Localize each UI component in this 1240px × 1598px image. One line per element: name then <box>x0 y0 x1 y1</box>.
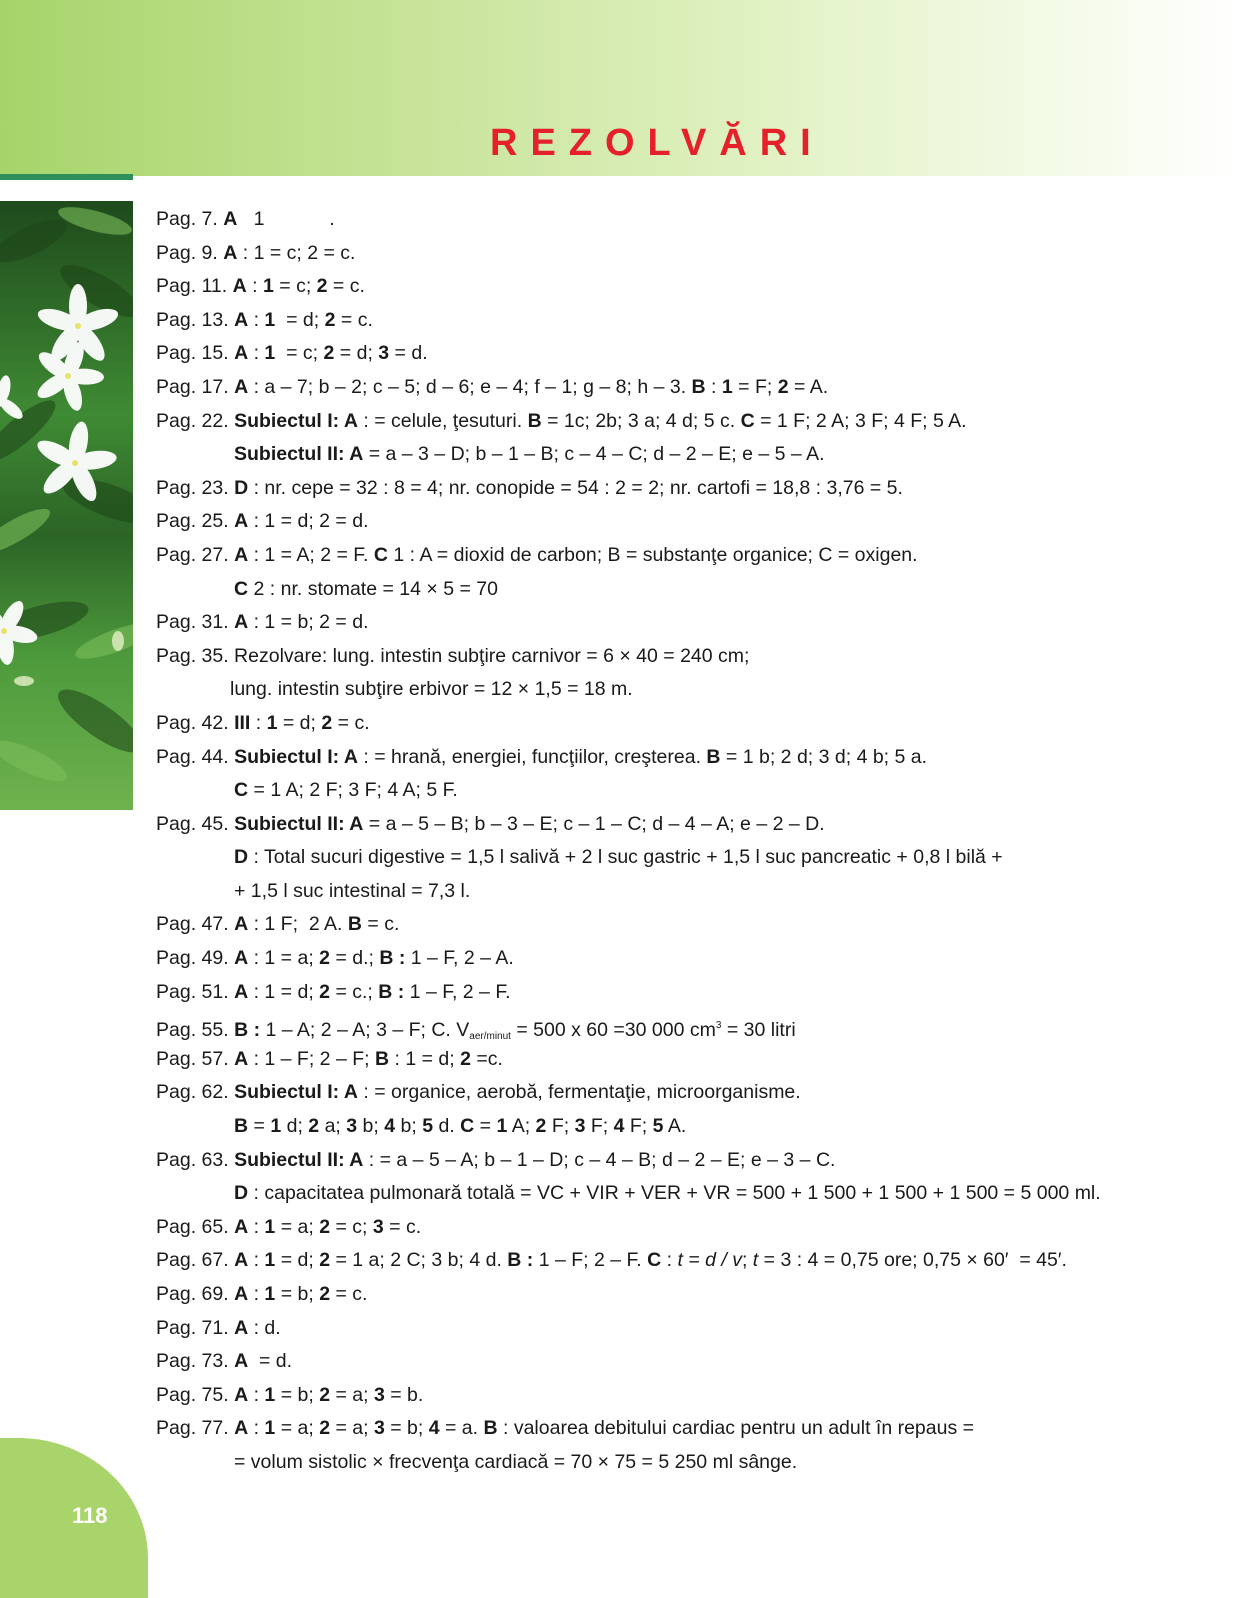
solution-text: : <box>705 375 722 398</box>
solution-text: = 1c; 2b; 3 a; 4 d; 5 c. <box>541 409 741 432</box>
solution-text: Pag. 44. <box>156 745 235 768</box>
solution-text: C <box>647 1249 662 1272</box>
solution-text: Pag. 7. <box>156 208 224 230</box>
solution-text: 2 : nr. stomate = 14 × 5 = 70 <box>248 577 498 600</box>
header-divider <box>0 174 133 180</box>
solution-text: 3 <box>715 1020 722 1032</box>
solution-text: Pag. 57. <box>156 1047 235 1070</box>
solution-text: 3 <box>574 1115 586 1138</box>
solution-text: t = d / v <box>677 1249 742 1272</box>
solution-text: F; <box>624 1115 653 1138</box>
solution-text: : <box>661 1249 678 1272</box>
solution-text: 2 <box>319 980 331 1003</box>
solution-text: 2 <box>324 308 336 331</box>
solution-text: 1 – F, 2 – F. <box>404 980 511 1003</box>
solution-text: : valoarea debitului cardiac pentru un adult în repaus = <box>497 1417 975 1440</box>
solution-text: F; <box>546 1115 575 1138</box>
solution-text: 2 <box>319 1417 331 1440</box>
solution-text: : 1 = b; 2 = d. <box>248 611 369 634</box>
solution-text: : = a – 5 – A; b – 1 – D; c – 4 – B; d – 2 – E; e – 3 – C. <box>363 1148 836 1171</box>
solution-text: Pag. 25. <box>156 510 235 533</box>
solution-text: C <box>740 409 755 432</box>
solution-text: 2 <box>319 1383 331 1406</box>
solution-text: A <box>234 1283 249 1305</box>
solution-text: = a – 3 – D; b – 1 – B; c – 4 – C; d – 2 – E; e – 5 – A. <box>363 443 825 466</box>
solution-line <box>156 405 1216 439</box>
solution-text: Subiectul II: A <box>234 1148 364 1171</box>
solution-text: : = organice, aerobă, fermentaţie, microorganisme. <box>357 1081 801 1104</box>
solution-line <box>156 908 1216 942</box>
solution-text: = <box>248 1115 271 1138</box>
solution-line <box>156 673 1216 707</box>
solution-text: 1 <box>266 711 278 734</box>
solution-text: Pag. 23. <box>156 476 235 499</box>
page-title: REZOLVĂRI <box>490 122 824 164</box>
solution-text: A; <box>507 1115 536 1138</box>
solution-text: Pag. 75. <box>156 1383 235 1406</box>
solution-line <box>156 1009 1216 1043</box>
solution-text: : 1 F; 2 A. <box>248 913 348 936</box>
solution-text: = c. <box>383 1215 422 1238</box>
solution-text: 2 <box>319 1249 331 1272</box>
solution-text: : <box>250 711 267 734</box>
solution-text: = <box>474 1115 497 1138</box>
solution-text: A <box>234 1417 249 1440</box>
solution-text: C <box>373 543 388 566</box>
solution-text: Pag. 11. <box>156 275 233 298</box>
solution-text: Pag. 55. <box>156 1019 235 1042</box>
solution-text: a; <box>319 1115 347 1138</box>
solution-text: B <box>527 409 542 432</box>
solution-line <box>156 841 1216 875</box>
solution-text: = b; <box>275 1383 320 1406</box>
solution-text: 1 – F; 2 – F. <box>533 1249 648 1272</box>
solution-line <box>156 875 1216 909</box>
solution-text: Pag. 73. <box>156 1350 235 1373</box>
solution-text: Pag. 62. <box>156 1081 235 1104</box>
solution-text: : <box>248 1283 265 1305</box>
solution-line <box>156 1379 1216 1413</box>
solution-text: D <box>234 846 249 869</box>
solution-text: 2 <box>319 947 331 970</box>
solution-text: = A. <box>788 375 829 398</box>
solution-text: III <box>234 711 251 734</box>
solution-line <box>156 573 1216 607</box>
solution-text: A <box>234 543 249 566</box>
solution-line <box>156 1211 1216 1245</box>
solution-text: = 1 b; 2 d; 3 d; 4 b; 5 a. <box>720 745 928 768</box>
solution-text: 2 <box>323 342 335 365</box>
solution-text: = 1 F; 2 A; 3 F; 4 F; 5 A. <box>754 409 967 432</box>
solution-text: Pag. 45. <box>156 812 235 835</box>
solution-text: B <box>374 1047 390 1070</box>
solution-text: = d; <box>275 1249 320 1272</box>
solution-text: Pag. 9. <box>156 241 224 264</box>
solution-text: A <box>234 947 249 970</box>
solution-text: : 1 = d; <box>248 980 320 1003</box>
solution-text: = 30 litri <box>721 1019 796 1042</box>
solution-text: b; <box>395 1115 423 1138</box>
solution-text: 1 – A; 2 – A; 3 – F; C. V <box>260 1019 470 1042</box>
solution-line <box>156 1244 1216 1278</box>
solution-line <box>156 640 1216 674</box>
solution-line <box>156 1144 1216 1178</box>
solution-text: : = celule, ţesuturi. <box>357 409 528 432</box>
solution-text: = a; <box>330 1383 374 1406</box>
solution-text: : = hrană, energiei, funcţiilor, creşterea. <box>357 745 707 768</box>
solution-line <box>156 1278 1216 1312</box>
solution-text: B : <box>234 1019 261 1042</box>
solution-text: C <box>460 1115 475 1138</box>
solution-text: : <box>248 308 265 331</box>
solution-text: = c; <box>330 1215 373 1238</box>
solution-text: = a; <box>275 1417 320 1440</box>
solution-text: 3 <box>373 1417 385 1440</box>
solution-text: = d; <box>275 308 325 331</box>
solution-text: = d; <box>334 342 379 365</box>
solution-line <box>156 505 1216 539</box>
solution-text: B <box>691 375 706 398</box>
solution-line <box>156 942 1216 976</box>
solution-text: Pag. 35. Rezolvare: lung. intestin subţire carnivor = 6 × 40 = 240 cm; <box>156 644 750 667</box>
solution-text: : Total sucuri digestive = 1,5 l salivă + 2 l suc gastric + 1,5 l suc pancreatic + 0,8 l bilă + <box>248 846 1003 869</box>
solution-text: Subiectul II: A <box>234 812 364 835</box>
solution-text: b; <box>357 1115 385 1138</box>
solution-text: 2 <box>535 1115 547 1138</box>
solution-text: : <box>248 1215 265 1238</box>
solution-text: = a; <box>275 1215 320 1238</box>
solution-text: = a – 5 – B; b – 3 – E; c – 1 – C; d – 4 – A; e – 2 – D. <box>363 812 825 835</box>
solution-text: 2 <box>319 1283 331 1305</box>
solution-text: Subiectul I: A <box>234 745 358 768</box>
solution-line <box>156 976 1216 1010</box>
solution-text: B <box>483 1417 498 1440</box>
solution-text: = d. <box>248 1350 293 1373</box>
solution-text: = c. <box>327 275 365 298</box>
solution-text: = b; <box>384 1417 429 1440</box>
solution-text: Pag. 65. <box>156 1215 235 1238</box>
solution-text: : <box>248 1249 265 1272</box>
solution-text: D <box>234 476 249 499</box>
solution-text: F; <box>585 1115 614 1138</box>
solution-text: : 1 – F; 2 – F; <box>248 1047 375 1070</box>
solution-text: = F; <box>732 375 778 398</box>
solution-text: A <box>234 980 249 1003</box>
solution-text: : <box>248 342 265 365</box>
solution-text: 2 <box>777 375 789 398</box>
solution-text: 4 <box>384 1115 396 1138</box>
solution-text: : <box>246 275 263 298</box>
solution-text: 1 <box>264 1249 276 1272</box>
solution-text: B : <box>379 947 406 970</box>
solution-text: = c. <box>330 1283 368 1305</box>
solution-text: A <box>234 1316 249 1339</box>
solution-text: 3 <box>346 1115 358 1138</box>
solution-text: A <box>234 308 249 331</box>
solution-text: A <box>234 1047 249 1070</box>
solution-line <box>156 1412 1216 1446</box>
solution-text: d. <box>433 1115 461 1138</box>
solution-text: B <box>234 1115 249 1138</box>
solution-text: = 3 : 4 = 0,75 ore; 0,75 × 60′ = 45′. <box>758 1249 1067 1272</box>
solution-text: Pag. 67. <box>156 1249 235 1272</box>
solution-text: A <box>234 342 249 365</box>
solution-text: D <box>234 1182 249 1205</box>
solution-line <box>156 539 1216 573</box>
solution-line <box>156 606 1216 640</box>
solution-line <box>156 1043 1216 1077</box>
solution-line <box>156 337 1216 371</box>
solution-line <box>156 1110 1216 1144</box>
solution-line <box>156 237 1216 271</box>
solution-text: 1 <box>262 275 274 298</box>
solution-text: Pag. 13. <box>156 308 235 331</box>
solution-text: : 1 = A; 2 = F. <box>248 543 374 566</box>
solution-text: A <box>234 1249 249 1272</box>
solution-text: = b. <box>384 1383 424 1406</box>
solution-text: = 500 x 60 =30 000 cm <box>510 1019 716 1042</box>
solution-text: : 1 = d; <box>389 1047 461 1070</box>
solution-line <box>156 304 1216 338</box>
solution-text: : <box>248 1383 265 1406</box>
solution-text: Pag. 47. <box>156 913 235 936</box>
solution-text: t <box>752 1249 759 1272</box>
solution-text: = d. <box>389 342 428 365</box>
solution-text: 1 <box>264 342 276 365</box>
solution-text: 1 <box>264 1283 276 1305</box>
solution-text: A <box>223 241 238 264</box>
solution-text: A <box>234 913 249 936</box>
solution-text: A <box>234 1350 249 1373</box>
solutions-list <box>156 203 1216 1480</box>
page-number: 118 <box>72 1503 108 1528</box>
solution-text: Pag. 22. <box>156 409 235 432</box>
solution-text: 4 <box>428 1417 440 1440</box>
solution-line <box>156 438 1216 472</box>
solution-text: 2 <box>460 1047 471 1070</box>
solution-text: A <box>234 510 249 533</box>
solution-text: Pag. 27. <box>156 543 235 566</box>
solution-text: : 1 = d; 2 = d. <box>248 510 369 533</box>
solution-text: A <box>234 611 249 634</box>
solution-text: = a. <box>439 1417 484 1440</box>
solution-text: 3 <box>373 1383 385 1406</box>
solution-line <box>156 1076 1216 1110</box>
solution-text: = d.; <box>330 947 380 970</box>
solution-text: Pag. 69. <box>156 1283 235 1305</box>
solution-text: = c. <box>335 308 373 331</box>
solution-text: Pag. 15. <box>156 342 235 365</box>
solution-text: : d. <box>248 1316 281 1339</box>
solution-text: A <box>232 275 247 298</box>
solution-line <box>156 741 1216 775</box>
solution-text: = c.; <box>330 980 379 1003</box>
solution-line <box>156 707 1216 741</box>
solution-text: 5 <box>422 1115 434 1138</box>
solution-line <box>156 371 1216 405</box>
solution-text: ; <box>741 1249 753 1272</box>
solution-text: 2 <box>308 1115 320 1138</box>
solution-text: C <box>234 577 249 600</box>
solution-text: = c; <box>273 275 317 298</box>
solution-text: 1 <box>270 1115 282 1138</box>
solution-text: aer/minut <box>469 1031 511 1043</box>
solution-text: =c. <box>470 1047 503 1070</box>
solution-text: = volum sistolic × frecvenţa cardiacă = 70 × 75 = 5 250 ml sânge. <box>234 1450 798 1473</box>
solution-text: = c; <box>275 342 324 365</box>
solution-text: 2 <box>319 1215 331 1238</box>
solution-text: : 1 = a; <box>248 947 320 970</box>
solution-text: 4 <box>613 1115 625 1138</box>
solution-text: 1 . <box>237 208 335 230</box>
solution-text: : a – 7; b – 2; c – 5; d – 6; e – 4; f – 1; g – 8; h – 3. <box>248 375 692 398</box>
solution-text: d; <box>281 1115 309 1138</box>
solution-line <box>156 1177 1216 1211</box>
solution-text: 3 <box>378 342 390 365</box>
solution-text: B <box>347 913 362 936</box>
solution-text: + 1,5 l suc intestinal = 7,3 l. <box>234 879 471 902</box>
solution-text: 1 <box>496 1115 508 1138</box>
solution-text: Subiectul II: A <box>234 443 364 466</box>
solution-text: A <box>234 1215 249 1238</box>
solution-text: = b; <box>275 1283 320 1305</box>
solution-text: 2 <box>321 711 333 734</box>
solution-line <box>156 808 1216 842</box>
solution-text: = 1 A; 2 F; 3 F; 4 A; 5 F. <box>248 779 458 802</box>
solution-text: Pag. 71. <box>156 1316 235 1339</box>
solution-line <box>156 774 1216 808</box>
solution-text: : capacitatea pulmonară totală = VC + VIR + VER + VR = 500 + 1 500 + 1 500 + 1 500 = 5 000 ml. <box>248 1182 1101 1205</box>
solution-text: = c. <box>332 711 370 734</box>
solution-text: 1 <box>264 1383 276 1406</box>
solution-text: B : <box>378 980 405 1003</box>
solution-text: Pag. 51. <box>156 980 235 1003</box>
solution-text: A <box>223 208 238 230</box>
solution-text: 2 <box>316 275 328 298</box>
solution-text: 1 <box>264 308 276 331</box>
solution-line <box>156 472 1216 506</box>
solution-line <box>156 203 1216 237</box>
solution-line <box>156 270 1216 304</box>
solution-text: Pag. 63. <box>156 1148 235 1171</box>
jasmine-flower-photo <box>0 201 133 810</box>
solution-text: 1 <box>721 375 733 398</box>
solution-text: : 1 = c; 2 = c. <box>237 241 356 264</box>
solution-text: 1 : A = dioxid de carbon; B = substanţe organice; C = oxigen. <box>388 543 918 566</box>
solution-text: A. <box>663 1115 687 1138</box>
solution-line <box>156 1312 1216 1346</box>
solution-text: B : <box>507 1249 534 1272</box>
solution-text: : nr. cepe = 32 : 8 = 4; nr. conopide = 54 : 2 = 2; nr. cartofi = 18,8 : 3,76 = 5. <box>248 476 903 499</box>
solution-text: 5 <box>652 1115 664 1138</box>
solution-line <box>156 1345 1216 1379</box>
solution-text: A <box>234 375 249 398</box>
solution-line <box>156 1446 1216 1480</box>
solution-text: Subiectul I: A <box>234 409 358 432</box>
solution-text: 1 <box>264 1215 276 1238</box>
solution-text: lung. intestin subţire erbivor = 12 × 1,5 = 18 m. <box>230 678 633 701</box>
solution-text: A <box>234 1383 249 1406</box>
solution-text: Subiectul I: A <box>234 1081 358 1104</box>
solution-text: B <box>706 745 721 768</box>
solution-text: = a; <box>330 1417 374 1440</box>
solution-text: = 1 a; 2 C; 3 b; 4 d. <box>330 1249 508 1272</box>
solution-text: Pag. 42. <box>156 711 235 734</box>
solution-text: Pag. 49. <box>156 947 235 970</box>
solution-text: 1 – F, 2 – A. <box>405 947 514 970</box>
solution-text: Pag. 77. <box>156 1417 235 1440</box>
solution-text: Pag. 17. <box>156 375 235 398</box>
solution-text: = d; <box>277 711 322 734</box>
solution-text: 1 <box>264 1417 276 1440</box>
solution-text: 3 <box>372 1215 384 1238</box>
solution-text: : <box>248 1417 265 1440</box>
solution-text: Pag. 31. <box>156 611 235 634</box>
solution-text: C <box>234 779 249 802</box>
solution-text: = c. <box>361 913 400 936</box>
